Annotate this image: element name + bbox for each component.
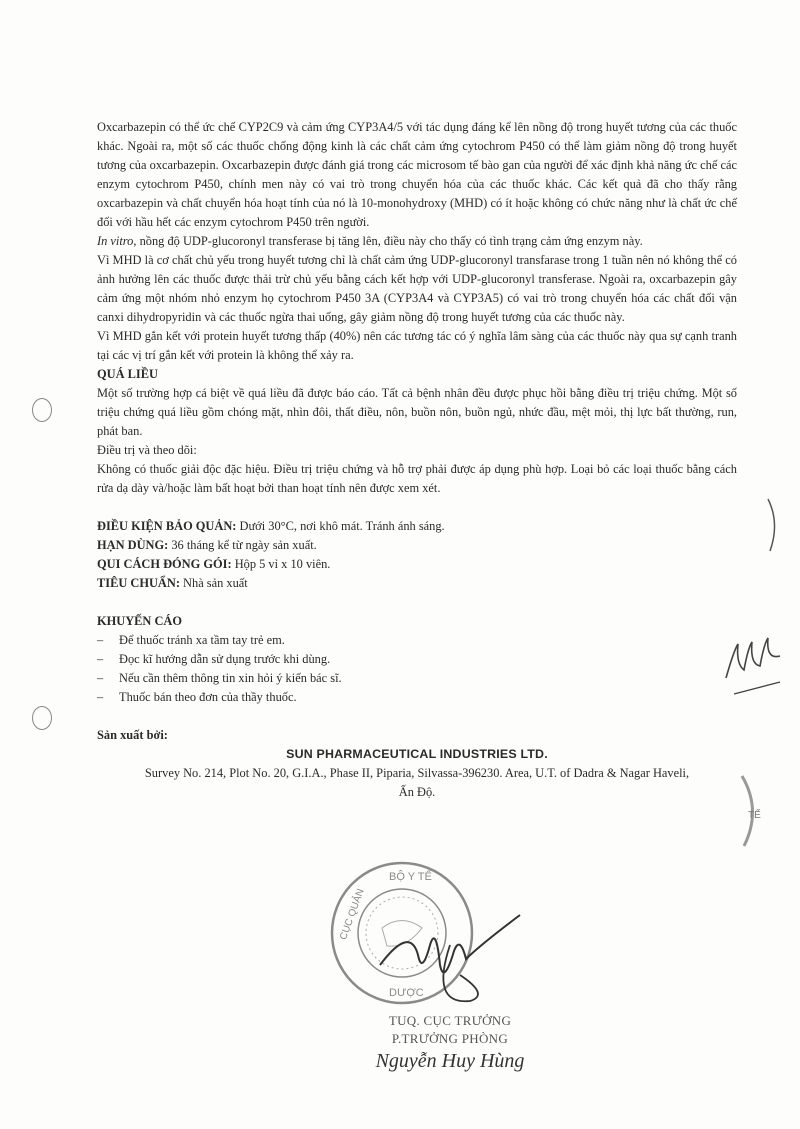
in-vitro-text: In vitro	[97, 234, 134, 248]
warnings-heading: KHUYẾN CÁO	[97, 614, 183, 628]
punch-hole	[32, 706, 52, 730]
signature-scribble	[370, 905, 530, 1015]
manufacturer-company: SUN PHARMACEUTICAL INDUSTRIES LTD.	[286, 747, 548, 761]
warnings-list	[97, 631, 737, 707]
signature-name: Nguyễn Huy Hùng	[375, 1050, 525, 1072]
stamp-text-left: CỤC QUẢN	[338, 887, 367, 942]
stamp-text-top: BỘ Y TẾ	[389, 871, 432, 883]
stamp-text-bottom: DƯỢC	[389, 987, 424, 999]
warning-item: – Để thuốc tránh xa tầm tay trẻ em.	[97, 631, 737, 650]
expiry-line	[97, 536, 737, 555]
expiry-label: HẠN DÙNG:	[97, 538, 169, 552]
storage-label: ĐIỀU KIỆN BẢO QUẢN:	[97, 519, 237, 533]
interactions-paragraph-2-rest: , nồng độ UDP-glucoronyl transferase bị tăng lên, điều này cho thấy có tình trạng cảm ứng enzym này.	[133, 234, 643, 248]
manufacturer-address: Survey No. 214, Plot No. 20, G.I.A., Phase II, Piparia, Silvassa-396230. Area, U.T. of Dadra & Nagar Haveli,	[144, 766, 690, 780]
storage-line	[97, 517, 737, 536]
standard-label: TIÊU CHUẨN:	[97, 576, 180, 590]
manufacturer-country: Ấn Độ.	[398, 785, 436, 799]
overdose-paragraph-1: Một số trường hợp cá biệt về quá liều đã được báo cáo. Tất cả bệnh nhân đều được phục hồi bằng điều trị triệu chứng. Một số triệu chứng quá liều gồm chóng mặt, nhìn đôi, thất điều, nôn, buồn nôn, buồn ngủ, nhức đầu, mệt mỏi, thị lực bất thường, run, phát ban.	[97, 386, 737, 438]
storage-value: Dưới 30°C, nơi khô mát. Tránh ánh sáng.	[236, 519, 445, 533]
expiry-value: 36 tháng kể từ ngày sản xuất.	[168, 538, 317, 552]
manufacturer-label: Sản xuất bởi:	[97, 728, 168, 742]
interactions-paragraph-3: Vì MHD là cơ chất chủ yếu trong huyết tương chỉ là chất cảm ứng UDP-glucoronyl transfarase trong 1 tuần nên nó không thể có ảnh hưởng lên các thuốc được thải trừ chủ yếu bằng cách kết hợp với UDP-glucoronyl transferase. Ngoài ra, oxcarbazepin gây cảm ứng một nhóm nhỏ enzym họ cytochrom P450 3A (CYP3A4 và CYP3A5) có vai trò trong chuyển hóa các chất đối vận canxi dihydropyridin và các thuốc ngừa thai uống, gây giảm nồng độ trong huyết tương của các thuốc này.	[97, 253, 737, 324]
warning-item: – Đọc kĩ hướng dẫn sử dụng trước khi dùng.	[97, 650, 737, 669]
warning-item: – Thuốc bán theo đơn của thầy thuốc.	[97, 688, 737, 707]
initials-mark	[720, 630, 790, 700]
svg-text:TẾ: TẾ	[748, 810, 761, 821]
signature-title-1: TUQ. CỤC TRƯỞNG	[388, 1013, 512, 1028]
document-body	[97, 118, 737, 802]
interactions-paragraph-1: Oxcarbazepin có thể ức chế CYP2C9 và cảm ứng CYP3A4/5 với tác dụng đáng kể lên nồng độ trong huyết tương của các thuốc khác. Ngoài ra, một số các thuốc chống động kinh là các chất cảm ứng cytochrom P450 có thể làm giảm nồng độ trong huyết tương của oxcarbazepin. Oxcarbazepin được đánh giá trong các microsom tế bào gan của người để xác định khả năng ức chế các enzym cytochrom P450, chính men này có vai trò trong chuyển hóa của các thuốc khác. Các kết quả đã cho thấy rằng oxcarbazepin và chất chuyển hóa hoạt tính của nó là 10-monohydroxy (MHD) có ít hoặc không có chức năng như là chất ức chế đối với hầu hết các enzym cytochrom P450 trên người.	[97, 120, 737, 229]
standard-line	[97, 574, 737, 593]
overdose-paragraph-2: Điều trị và theo dõi:	[97, 443, 197, 457]
standard-value: Nhà sản xuất	[179, 576, 248, 590]
overdose-heading: QUÁ LIỀU	[97, 367, 158, 381]
interactions-paragraph-4: Vì MHD gắn kết với protein huyết tương thấp (40%) nên các tương tác có ý nghĩa lâm sàng của các thuốc này qua sự cạnh tranh tại các vị trí gắn kết với protein là không thể xảy ra.	[97, 329, 737, 362]
edge-stamp-fragment	[738, 770, 768, 850]
edge-mark	[760, 495, 790, 555]
spacer	[97, 498, 737, 517]
signature-title-2: P.TRƯỞNG PHÒNG	[391, 1031, 509, 1046]
interactions-paragraph-2	[97, 232, 737, 251]
signature-block	[350, 1012, 550, 1073]
warning-item: – Nếu cần thêm thông tin xin hỏi ý kiến bác sĩ.	[97, 669, 737, 688]
overdose-paragraph-3: Không có thuốc giải độc đặc hiệu. Điều trị triệu chứng và hỗ trợ phải được áp dụng phù hợp. Loại bỏ các loại thuốc bằng cách rửa dạ dày và/hoặc làm bất hoạt bởi than hoạt tính nên được xem xét.	[97, 462, 737, 495]
pack-line	[97, 555, 737, 574]
punch-hole	[32, 398, 52, 422]
pack-value: Hộp 5 vỉ x 10 viên.	[231, 557, 331, 571]
pack-label: QUI CÁCH ĐÓNG GÓI:	[97, 557, 232, 571]
